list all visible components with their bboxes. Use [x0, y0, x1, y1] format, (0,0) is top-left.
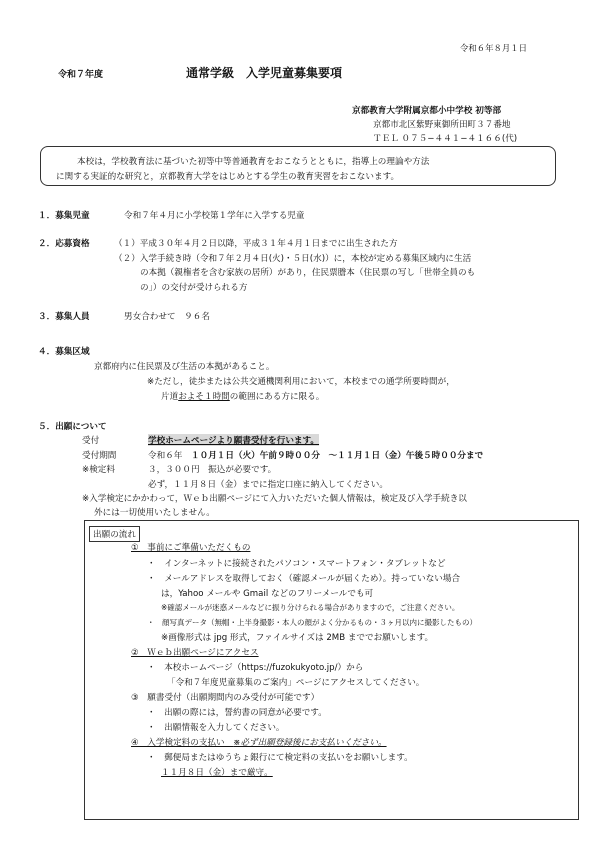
section-2-line-4: の」）の交付が受けられる方 — [140, 283, 248, 293]
page-title: 通常学級 入学児童募集要項 — [186, 66, 343, 80]
flow-tab: 出願の流れ — [89, 526, 140, 542]
flow-step-3-item-2: ・ 出願情報を入力してください。 — [147, 723, 285, 733]
fee-label: ※検定料 — [82, 465, 115, 475]
flow-step-3-item-1: ・ 出願の際には，誓約書の同意が必要です。 — [147, 708, 327, 718]
flow-step-4-item-1: ・ 郵便局またはゆうちょ銀行にて検定料の支払いをお願いします。 — [147, 753, 413, 763]
section-4-line-2: ※ただし，徒歩または公共交通機関利用において，本校までの通学所要時間が， — [147, 377, 455, 387]
fee-text: ３，３００円 振込が必要です。 — [148, 465, 277, 475]
travel-time: およそ１時間 — [178, 392, 230, 402]
flow-step-4: ④ 入学検定料の支払い ※必ず出願登録後にお支払いください。 — [131, 738, 387, 748]
period-text: 令和６年 １０月１日（火）午前９時００分 ～１１月１日（金）午後５時００分まで — [148, 451, 484, 461]
section-4-line-3: 片道およそ１時間の範囲にある方に限る。 — [161, 392, 325, 402]
period-label: 受付期間 — [82, 451, 117, 461]
flow-step-2-item-1: ・ 本校ホームページ（https://fuzokukyoto.jp/）から — [147, 663, 364, 673]
section-5-heading: ５．出願について — [38, 422, 107, 432]
issue-date: 令和６年８月１日 — [460, 43, 527, 53]
flow-step-1-item-3b: ※画像形式は jpg 形式，ファイルサイズは 2MB まででお願いします。 — [161, 633, 434, 643]
school-tel: ＴＥＬ ０７５−４４１−４１６６(代) — [373, 134, 518, 144]
flow-step-4-item-2: １１月８日（金）まで厳守。 — [161, 768, 273, 778]
school-address: 京都市北区紫野東御所田町３７番地 — [373, 120, 511, 130]
flow-step-1-item-2c: ※確認メールが迷惑メールなどに振り分けられる場合がありますので，ご注意ください。 — [161, 603, 460, 612]
privacy-line-2: 外には一切使用いたしません。 — [94, 508, 215, 518]
accept-text: 学校ホームページより願書受付を行います。 — [148, 436, 320, 446]
section-2-heading: ２．応募資格 — [38, 239, 90, 249]
flow-step-1: ① 事前にご準備いただくもの — [131, 543, 251, 553]
accept-label: 受付 — [82, 436, 100, 446]
section-4-line-1: 京都府内に住民票及び生活の本拠があること。 — [94, 362, 275, 372]
section-2-line-2: （２）入学手続き時（令和７年２月４日(火)・５日(水)）に，本校が定める募集区域内に生活 — [114, 254, 472, 264]
flow-step-3: ③ 願書受付（出願期間内のみ受付が可能です） — [131, 693, 320, 703]
intro-line-2: に関する実証的な研究と，京都教育大学をはじめとする学生の教育実習をおこないます。 — [56, 172, 400, 182]
section-4-heading: ４．募集区域 — [38, 347, 90, 357]
flow-step-1-item-1: ・ インターネットに接続されたパソコン・スマートフォン・タブレットなど — [147, 559, 446, 569]
section-3-heading: ３．募集人員 — [38, 312, 90, 322]
fee-note: 必ず，１１月８日（金）までに指定口座に納入してください。 — [148, 480, 388, 490]
section-3-text: 男女合わせて ９６名 — [124, 312, 210, 322]
section-2-line-1: （１）平成３０年４月２日以降，平成３１年４月１日までに出生された方 — [114, 239, 398, 249]
school-name: 京都教育大学附属京都小中学校 初等部 — [352, 106, 502, 116]
section-1-heading: １．募集児童 — [38, 211, 90, 221]
year-label: 令和７年度 — [58, 70, 104, 80]
flow-step-2-item-2: 「令和７年度児童募集のご案内」ページにアクセスしてください。 — [167, 678, 425, 688]
flow-step-1-item-2a: ・ メールアドレスを取得しておく（確認メールが届くため）。持っていない場合 — [147, 574, 461, 584]
section-2-line-3: の本拠（親権者を含む家族の居所）があり，住民票謄本（住民票の写し「世帯全員のも — [140, 268, 476, 278]
flow-step-1-item-3a: ・ 顔写真データ（無帽・上半身撮影・本人の顔がよく分かるもの・３ヶ月以内に撮影したもの） — [147, 618, 477, 627]
privacy-line-1: ※入学検定にかかわって，Ｗｅｂ出願ページにて入力いただいた個人情報は，検定及び入学手続き以 — [82, 494, 467, 504]
section-1-text: 令和７年４月に小学校第１学年に入学する児童 — [124, 211, 305, 221]
intro-line-1: 本校は，学校教育法に基づいた初等中等普通教育をおこなうとともに，指導上の理論や方法 — [77, 157, 430, 167]
flow-step-1-item-2b: は，Yahoo メールや Gmail などのフリーメールでも可 — [161, 589, 374, 599]
flow-step-2: ② Ｗｅｂ出願ページにアクセス — [131, 648, 259, 658]
